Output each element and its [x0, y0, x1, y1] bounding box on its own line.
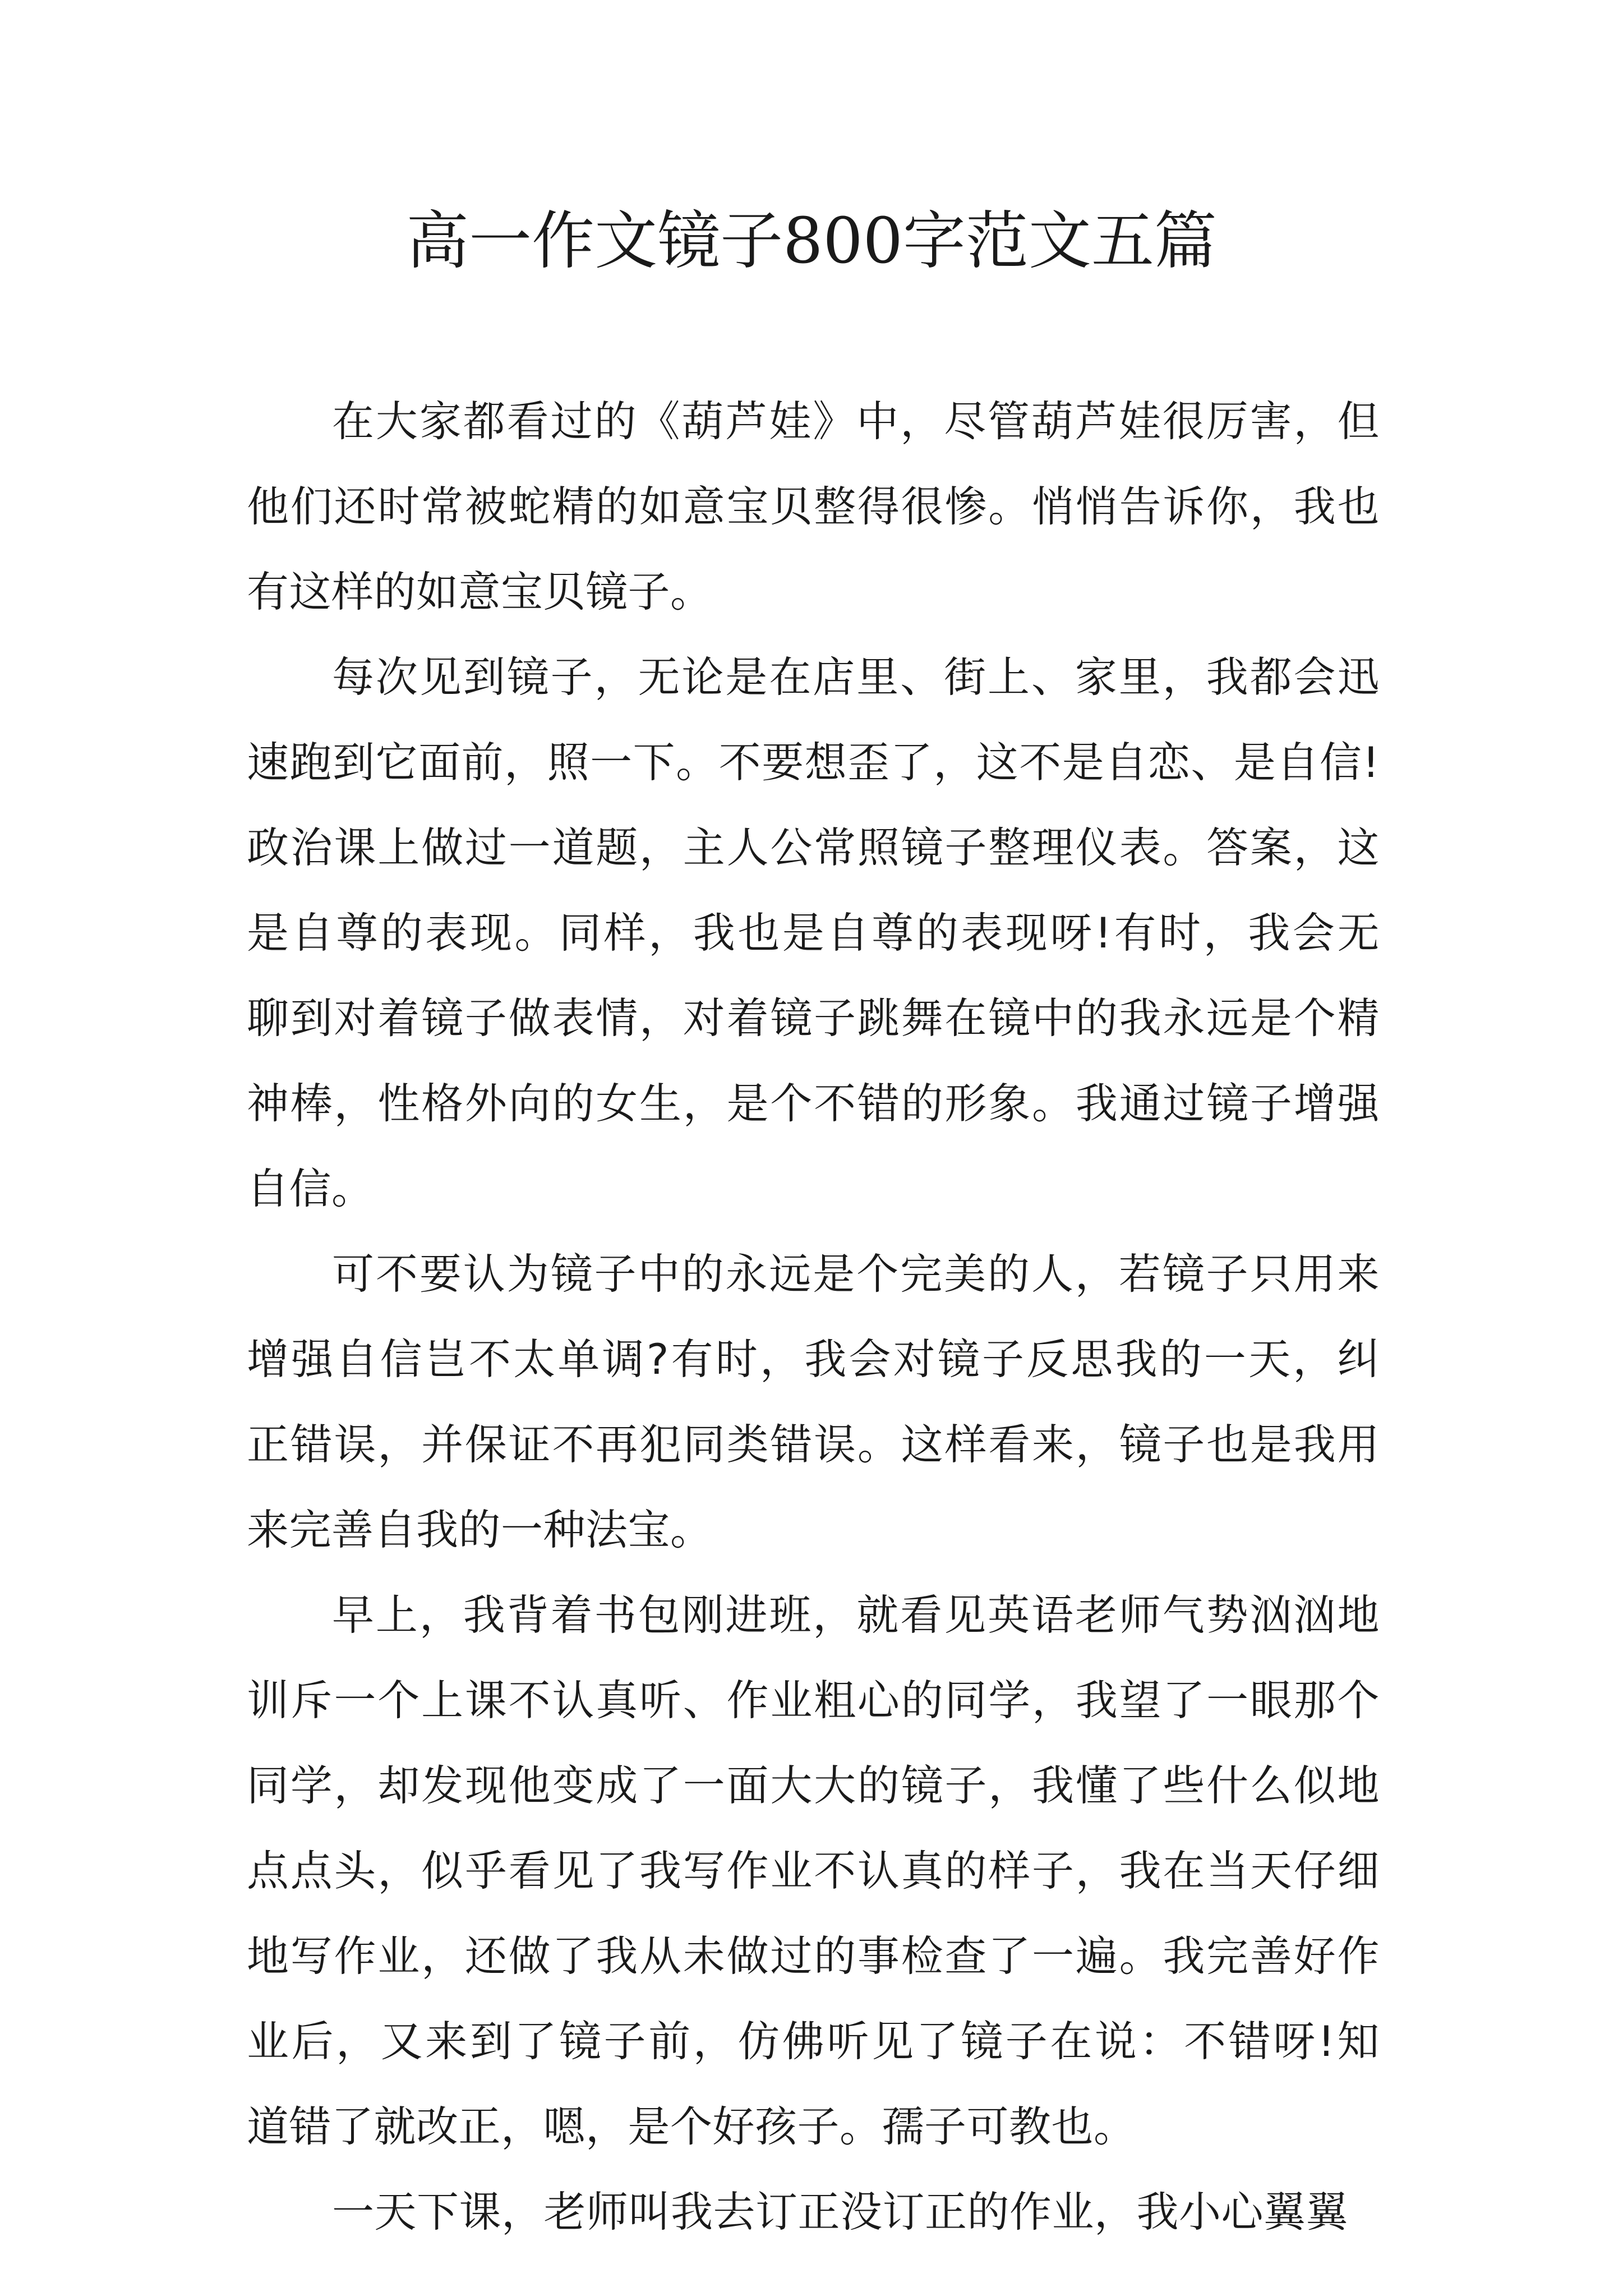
- paragraph-line: 一天下课，老师叫我去订正没订正的作业，我小心翼翼: [332, 2187, 1349, 2237]
- paragraph-line: 可不要认为镜子中的永远是个完美的人，若镜子只用来: [332, 1249, 1380, 1299]
- paragraph-line: 在大家都看过的《葫芦娃》中，尽管葫芦娃很厉害，但: [332, 397, 1380, 446]
- paragraph-line: 来完善自我的一种法宝。: [247, 1505, 713, 1554]
- paragraph: [247, 634, 1380, 1231]
- paragraph-line: 增强自信岂不太单调?有时，我会对镜子反思我的一天，纠: [247, 1335, 1380, 1384]
- paragraph-line: 政治课上做过一道题，主人公常照镜子整理仪表。答案，这: [247, 823, 1380, 872]
- paragraph-line: 速跑到它面前，照一下。不要想歪了，这不是自恋、是自信!: [247, 738, 1380, 787]
- paragraph: [247, 1231, 1380, 1572]
- document-body: [247, 379, 1380, 2254]
- paragraph-line: 自信。: [247, 1164, 374, 1213]
- paragraph-line: 他们还时常被蛇精的如意宝贝整得很惨。悄悄告诉你，我也: [247, 482, 1380, 531]
- paragraph-line: 同学，却发现他变成了一面大大的镜子，我懂了些什么似地: [247, 1761, 1380, 1810]
- document-title: 高一作文镜子800字范文五篇: [406, 205, 1217, 278]
- paragraph-line: 道错了就改正，嗯，是个好孩子。孺子可教也。: [247, 2102, 1136, 2151]
- paragraph: [247, 2169, 1380, 2254]
- paragraph-line: 训斥一个上课不认真听、作业粗心的同学，我望了一眼那个: [247, 1676, 1380, 1725]
- paragraph: [247, 379, 1380, 634]
- paragraph-line: 地写作业，还做了我从未做过的事检查了一遍。我完善好作: [247, 1931, 1380, 1981]
- paragraph-line: 是自尊的表现。同样，我也是自尊的表现呀!有时，我会无: [247, 908, 1380, 958]
- paragraph-line: 正错误，并保证不再犯同类错误。这样看来，镜子也是我用: [247, 1420, 1380, 1469]
- paragraph-line: 每次见到镜子，无论是在店里、街上、家里，我都会迅: [332, 652, 1380, 702]
- paragraph-line: 有这样的如意宝贝镜子。: [247, 567, 713, 616]
- paragraph: [247, 1572, 1380, 2169]
- paragraph-line: 点点头，似乎看见了我写作业不认真的样子，我在当天仔细: [247, 1846, 1380, 1895]
- paragraph-line: 聊到对着镜子做表情，对着镜子跳舞在镜中的我永远是个精: [247, 993, 1380, 1043]
- paragraph-line: 早上，我背着书包刚进班，就看见英语老师气势汹汹地: [332, 1590, 1380, 1640]
- paragraph-line: 业后，又来到了镜子前，仿佛听见了镜子在说：不错呀!知: [247, 2017, 1380, 2066]
- paragraph-line: 神棒，性格外向的女生，是个不错的形象。我通过镜子增强: [247, 1079, 1380, 1128]
